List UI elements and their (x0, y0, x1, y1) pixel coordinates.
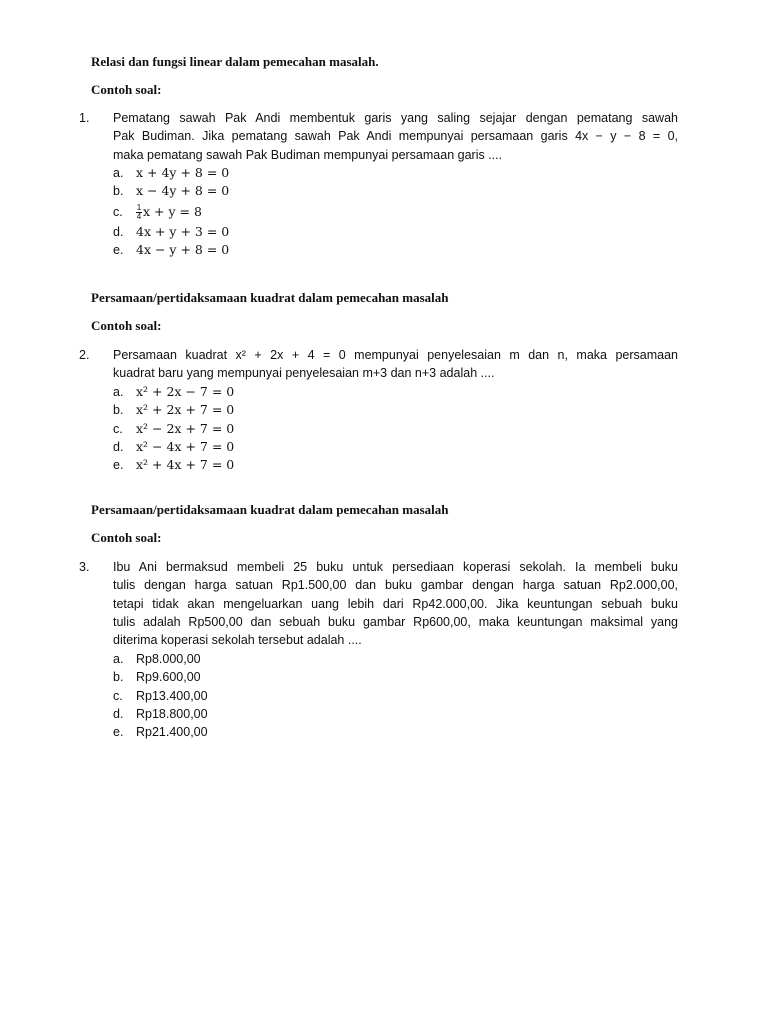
question1-options (113, 164, 229, 259)
question2-text (113, 346, 678, 383)
question3-line: Ibu Ani bermaksud membeli 25 buku untuk persediaan koperasi sekolah. Ia membeli buku (113, 560, 678, 574)
option-value: x + y = 8 (143, 203, 202, 219)
option-letter: a. (113, 385, 124, 399)
option-value: x² + 2x − 7 = 0 (136, 384, 235, 399)
question1-line: maka pematang sawah Pak Budiman mempunyai persamaan garis .... (113, 147, 503, 162)
question3-line: tulis adalah Rp500,00 dan sebuah buku gambar Rp600,00, maka keuntungan maksimal yang (113, 614, 678, 629)
option-item (113, 650, 208, 668)
option-letter: c. (113, 421, 123, 436)
option-letter: a. (113, 166, 124, 180)
question2-number: 2. (79, 348, 90, 362)
option-item (113, 383, 234, 401)
fraction-numerator: 1 (136, 202, 142, 212)
section1-example-label: Contoh soal: (91, 82, 162, 97)
question1-text (113, 109, 678, 164)
question2-line: Persamaan kuadrat x² + 2x + 4 = 0 mempunyai penyelesaian m dan n, maka persamaan (113, 348, 678, 362)
option-letter: d. (113, 706, 124, 721)
option-value: x − 4y + 8 = 0 (136, 183, 230, 199)
question3-line: diterima koperasi sekolah tersebut adalah .... (113, 633, 362, 648)
option-value: x² + 4x + 7 = 0 (136, 457, 235, 473)
option-item (113, 164, 229, 182)
question3-text (113, 558, 678, 649)
option-value: Rp9.600,00 (136, 670, 201, 685)
option-item (113, 401, 234, 419)
question2-options (113, 383, 234, 474)
question1-line: Pematang sawah Pak Andi membentuk garis yang saling sejajar dengan pematang sawah (113, 111, 678, 125)
option-value: x² − 2x + 7 = 0 (136, 420, 235, 436)
section2-heading: Persamaan/pertidaksamaan kuadrat dalam pemecahan masalah (91, 290, 449, 305)
question3-line: tetapi tidak akan mengeluarkan uang lebih dari Rp42.000,00. Jika keuntungan sebuah buku (113, 596, 678, 611)
section3-heading: Persamaan/pertidaksamaan kuadrat dalam pemecahan masalah (91, 502, 449, 517)
option-item (113, 420, 234, 438)
option-item (113, 687, 208, 705)
option-letter: e. (113, 458, 124, 473)
option-value: x + 4y + 8 = 0 (136, 165, 230, 180)
question2-line: kuadrat baru yang mempunyai penyelesaian m+3 dan n+3 adalah .... (113, 366, 495, 381)
option-item (113, 438, 234, 456)
option-letter: e. (113, 725, 124, 740)
section1-heading: Relasi dan fungsi linear dalam pemecahan masalah. (91, 54, 379, 69)
section2-example-label: Contoh soal: (91, 318, 162, 333)
option-item (113, 668, 208, 686)
option-value: Rp21.400,00 (136, 725, 208, 740)
option-letter: e. (113, 242, 124, 257)
fraction (136, 204, 142, 221)
option-value: 4x − y + 8 = 0 (136, 241, 230, 257)
option-item (113, 241, 229, 259)
fraction-denominator: 4 (136, 211, 142, 221)
option-letter: b. (113, 184, 124, 199)
option-value: 4x + y + 3 = 0 (136, 223, 230, 239)
option-value: Rp8.000,00 (136, 652, 201, 666)
option-letter: c. (113, 204, 123, 219)
section3-example-label: Contoh soal: (91, 530, 162, 545)
option-value: x² − 4x + 7 = 0 (136, 438, 235, 454)
option-letter: d. (113, 439, 124, 454)
option-item (113, 456, 234, 474)
option-value: Rp18.800,00 (136, 706, 208, 721)
option-letter: d. (113, 224, 124, 239)
question1-number: 1. (79, 111, 90, 125)
option-item (113, 723, 208, 741)
option-letter: b. (113, 670, 124, 685)
option-item (113, 223, 229, 241)
option-item (113, 705, 208, 723)
question3-options (113, 650, 208, 741)
option-letter: c. (113, 688, 123, 703)
option-item (113, 201, 229, 223)
option-value: Rp13.400,00 (136, 688, 208, 703)
option-value: x² + 2x + 7 = 0 (136, 402, 235, 418)
option-item (113, 182, 229, 200)
option-letter: b. (113, 403, 124, 418)
option-letter: a. (113, 652, 124, 666)
question1-line: Pak Budiman. Jika pematang sawah Pak Andi mempunyai persamaan garis 4x − y − 8 = 0, (113, 129, 678, 144)
question3-line: tulis dengan harga satuan Rp1.500,00 dan buku gambar dengan harga satuan Rp2.000,00, (113, 578, 678, 593)
question3-number: 3. (79, 560, 90, 574)
